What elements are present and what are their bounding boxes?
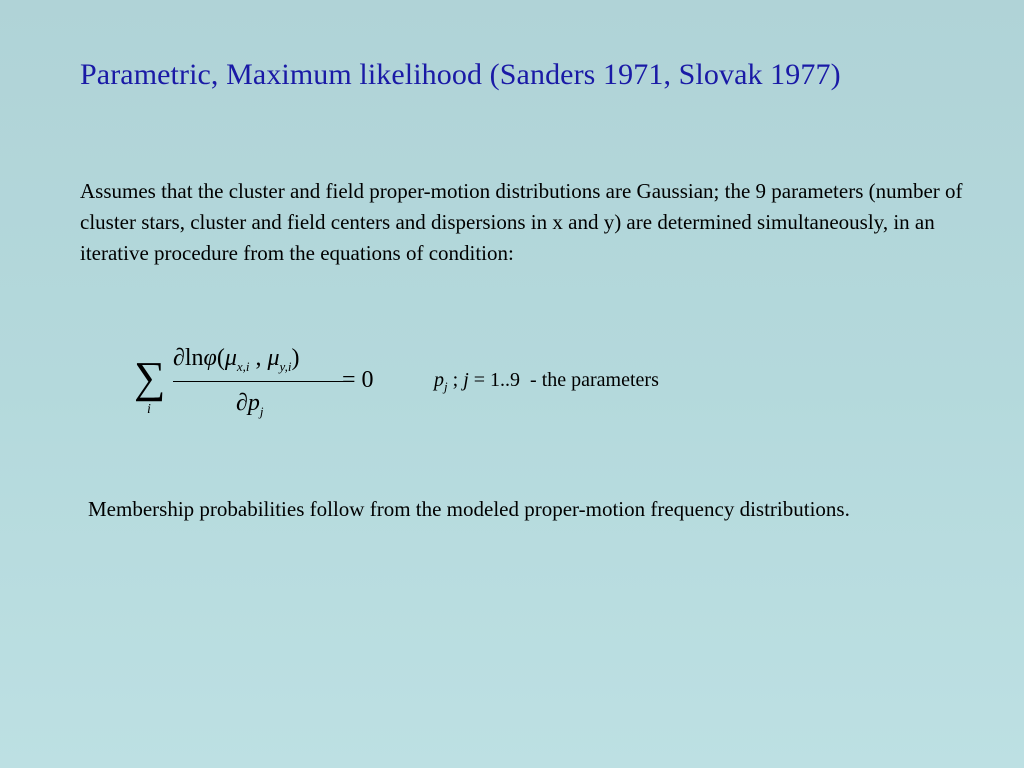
denominator-subscript: j	[259, 404, 264, 419]
partial-symbol-denominator: ∂	[236, 390, 248, 416]
partial-symbol: ∂	[173, 345, 185, 371]
comma: ,	[249, 345, 268, 371]
likelihood-equation	[130, 338, 400, 428]
close-paren: )	[291, 345, 300, 371]
intro-paragraph: Assumes that the cluster and field proper-motion distributions are Gaussian; the 9 parameters (number of cluster stars, cluster and field centers and dispersions in x and y) are determined simultaneously, in an iterative procedure from the equations of condition:	[80, 179, 963, 265]
open-paren: (	[216, 345, 225, 371]
param-index: j	[463, 369, 469, 391]
param-variable: p	[434, 369, 444, 391]
mu-y-symbol: μ	[267, 345, 280, 371]
mu-y-subscript: y,i	[279, 359, 292, 374]
param-range: = 1..9	[468, 369, 521, 391]
equation-denominator	[236, 391, 263, 418]
equation-numerator	[173, 346, 299, 373]
closing-paragraph: Membership probabilities follow from the modeled proper-motion frequency distributions.	[88, 497, 850, 521]
param-separator: ;	[447, 369, 464, 391]
fraction-line	[173, 381, 345, 382]
ln-operator: ln	[184, 345, 204, 371]
mu-x-subscript: x,i	[236, 359, 250, 374]
slide-title: Parametric, Maximum likelihood (Sanders 1971, Slovak 1977)	[80, 58, 841, 91]
phi-symbol: φ	[203, 345, 217, 371]
mu-x-symbol: μ	[224, 345, 237, 371]
param-description: - the parameters	[520, 369, 659, 391]
equation-rhs: = 0	[342, 367, 374, 393]
parameters-note	[434, 369, 659, 395]
sum-index: i	[147, 402, 151, 417]
param-subscript: j	[444, 379, 448, 394]
denominator-variable: p	[247, 390, 260, 416]
sum-symbol: ∑	[134, 353, 166, 402]
